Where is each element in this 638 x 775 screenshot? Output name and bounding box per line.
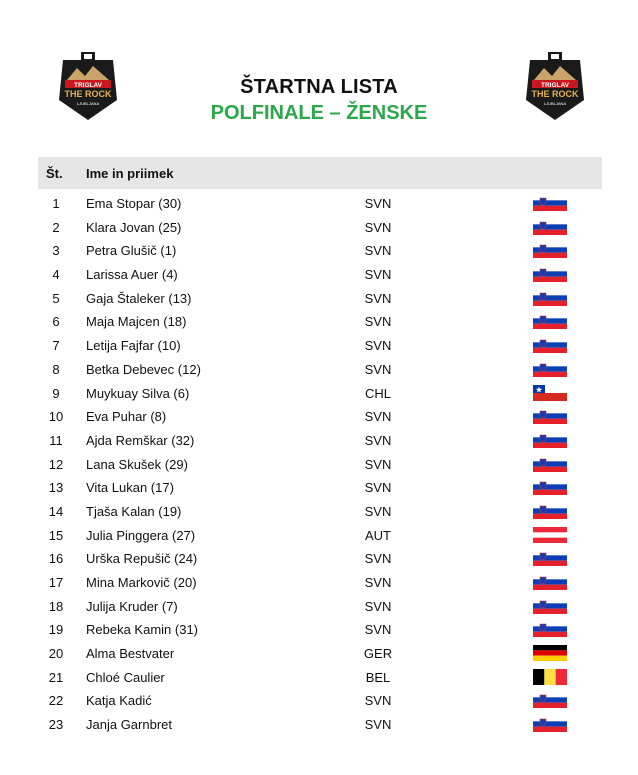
table-row	[38, 334, 602, 358]
nation-code: SVN	[364, 267, 392, 283]
slovenia-flag	[533, 716, 567, 732]
start-number: 12	[48, 456, 64, 472]
slovenia-flag	[533, 290, 567, 306]
table-row	[38, 689, 602, 713]
start-number: 11	[49, 432, 63, 448]
slovenia-flag	[533, 408, 567, 424]
slovenia-flag	[533, 361, 567, 377]
athlete-name: Julija Kruder (7)	[86, 598, 178, 614]
slovenia-flag	[533, 550, 567, 566]
start-number: 22	[48, 693, 64, 709]
slovenia-flag	[533, 266, 567, 282]
start-number: 10	[48, 409, 64, 425]
table-row	[38, 524, 602, 548]
start-number: 6	[52, 314, 60, 330]
athlete-name: Letija Fajfar (10)	[86, 338, 181, 354]
slovenia-flag	[533, 219, 567, 235]
athlete-name: Julia Pinggera (27)	[86, 527, 196, 543]
nation-code: SVN	[364, 598, 392, 614]
athlete-name: Betka Debevec (12)	[86, 361, 201, 377]
athlete-name: Maja Majcen (18)	[86, 314, 187, 330]
athlete-name: Janja Garnbret	[86, 717, 172, 733]
slovenia-flag	[533, 574, 567, 590]
slovenia-flag	[533, 479, 567, 495]
svg-text:LJUBLJANA: LJUBLJANA	[543, 101, 567, 106]
table-row	[38, 382, 602, 406]
athlete-name: Ajda Remškar (32)	[86, 432, 195, 448]
nation-code: SVN	[364, 290, 392, 306]
table-header	[38, 157, 602, 189]
nation-code: SVN	[364, 551, 392, 567]
slovenia-flag	[533, 503, 567, 519]
table-row	[38, 453, 602, 477]
table-row	[38, 713, 602, 737]
nation-code: SVN	[364, 338, 392, 354]
chile-flag	[533, 385, 567, 401]
nation-code: SVN	[364, 480, 392, 496]
nation-code: GER	[363, 646, 393, 662]
start-number: 3	[52, 243, 60, 259]
start-number: 19	[48, 622, 64, 638]
nation-code: SVN	[364, 243, 392, 259]
nation-code: SVN	[364, 361, 392, 377]
athlete-name: Mina Markovič (20)	[86, 575, 197, 590]
nation-code: AUT	[365, 527, 391, 543]
athlete-name: Muykuay Silva (6)	[86, 385, 190, 401]
belgium-flag	[533, 669, 567, 685]
nation-code: BEL	[365, 669, 391, 685]
start-number: 18	[48, 598, 64, 614]
table-row	[38, 595, 602, 619]
slovenia-flag	[533, 242, 567, 258]
start-number: 1	[52, 196, 60, 211]
slovenia-flag	[533, 313, 567, 329]
svg-text:TRIGLAV: TRIGLAV	[73, 82, 103, 89]
athlete-name: Eva Puhar (8)	[86, 409, 167, 425]
column-header-number: Št.	[46, 166, 63, 181]
nation-code: SVN	[364, 432, 392, 448]
slovenia-flag	[533, 598, 567, 614]
slovenia-flag	[533, 432, 567, 448]
athlete-name: Gaja Štaleker (13)	[86, 290, 192, 306]
nation-code: CHL	[364, 385, 391, 401]
start-number: 13	[48, 480, 64, 496]
table-row	[38, 405, 602, 429]
nation-code: SVN	[364, 717, 392, 733]
start-number: 15	[48, 527, 64, 543]
start-number: 20	[48, 646, 64, 662]
athlete-name: Vita Lukan (17)	[86, 480, 174, 496]
table-row	[38, 287, 602, 311]
athlete-name: Urška Repušič (24)	[86, 551, 198, 567]
svg-text:THE ROCK: THE ROCK	[64, 89, 112, 99]
nation-code: SVN	[364, 196, 392, 211]
table-row	[38, 310, 602, 334]
start-number: 8	[52, 361, 60, 377]
slovenia-flag	[533, 621, 567, 637]
athlete-name: Lana Skušek (29)	[86, 456, 188, 472]
svg-text:LJUBLJANA: LJUBLJANA	[76, 101, 100, 106]
nation-code: SVN	[364, 693, 392, 709]
slovenia-flag	[533, 337, 567, 353]
nation-code: SVN	[364, 622, 392, 638]
slovenia-flag	[533, 195, 567, 211]
start-number: 2	[52, 219, 60, 235]
athlete-name: Katja Kadić	[86, 693, 152, 709]
start-number: 5	[52, 290, 60, 306]
table-row	[38, 358, 602, 382]
table-row	[38, 429, 602, 453]
athlete-name: Tjaša Kalan (19)	[86, 503, 182, 519]
table-row	[38, 263, 602, 287]
svg-text:THE ROCK: THE ROCK	[531, 89, 579, 99]
start-number: 7	[52, 338, 60, 354]
athlete-name: Klara Jovan (25)	[86, 219, 182, 235]
start-number: 14	[48, 503, 64, 519]
athlete-name: Rebeka Kamin (31)	[86, 622, 198, 638]
table-row	[38, 192, 602, 216]
table-row	[38, 618, 602, 642]
athlete-name: Ema Stopar (30)	[86, 196, 182, 211]
nation-code: SVN	[364, 456, 392, 472]
start-list-table	[38, 192, 602, 737]
column-header-name: Ime in priimek	[86, 166, 174, 181]
nation-code: SVN	[364, 219, 392, 235]
start-number: 9	[52, 385, 60, 401]
table-row	[38, 500, 602, 524]
table-row	[38, 571, 602, 595]
nation-code: SVN	[364, 575, 392, 590]
table-row	[38, 666, 602, 690]
slovenia-flag	[533, 692, 567, 708]
nation-code: SVN	[364, 314, 392, 330]
germany-flag	[533, 645, 567, 661]
austria-flag	[533, 527, 567, 543]
table-row	[38, 547, 602, 571]
start-number: 16	[48, 551, 64, 567]
athlete-name: Chloé Caulier	[86, 669, 165, 685]
table-row	[38, 642, 602, 666]
table-row	[38, 239, 602, 263]
athlete-name: Larissa Auer (4)	[86, 267, 178, 283]
table-row	[38, 476, 602, 500]
start-number: 23	[48, 717, 64, 733]
nation-code: SVN	[364, 503, 392, 519]
athlete-name: Alma Bestvater	[86, 646, 175, 662]
start-number: 17	[48, 575, 64, 590]
table-row	[38, 216, 602, 240]
start-number: 21	[48, 669, 64, 685]
nation-code: SVN	[364, 409, 392, 425]
athlete-name: Petra Glušič (1)	[86, 243, 177, 259]
svg-text:TRIGLAV: TRIGLAV	[540, 82, 570, 89]
page-title: ŠTARTNA LISTA	[240, 76, 398, 98]
start-number: 4	[52, 267, 60, 283]
slovenia-flag	[533, 456, 567, 472]
page-subtitle: POLFINALE – ŽENSKE	[210, 102, 428, 124]
